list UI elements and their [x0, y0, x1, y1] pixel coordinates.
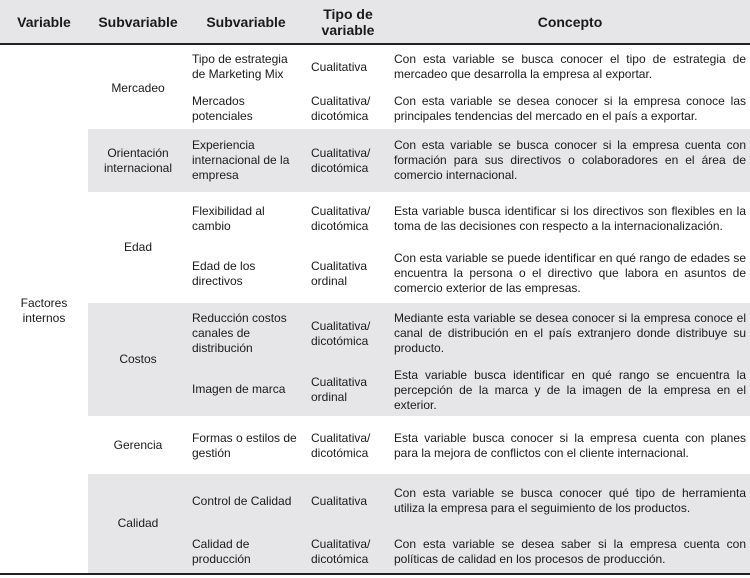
table-bottom-rule [0, 573, 750, 575]
tipo-cell: Cualitativa/ dicotómica [311, 319, 371, 348]
header-subvariable-1: Subvariable [98, 13, 178, 30]
subvariable-cell: Imagen de marca [192, 382, 286, 396]
group-edad: Edad [123, 240, 153, 254]
tipo-cell: Cualitativa/ dicotómica [311, 204, 371, 233]
concepto-cell: Con esta variable se busca conocer el tipo de estrategia de mercadeo que desarrolla la empresa al exportar. [394, 52, 746, 81]
header-concepto: Concepto [537, 13, 603, 30]
concepto-cell: Esta variable busca identificar en qué rango se encuentra la percepción de la marca y de la imagen de la empresa en el exterior. [394, 368, 746, 412]
tipo-cell: Cualitativa/ dicotómica [311, 146, 371, 175]
subvariable-cell: Experiencia internacional de la empresa [192, 138, 290, 182]
subvariable-cell: Control de Calidad [192, 494, 292, 508]
concepto-cell: Con esta variable se desea saber si la empresa cuenta con políticas de calidad en los procesos de producción. [394, 537, 746, 566]
subvariable-cell: Calidad de producción [192, 537, 251, 566]
subvariable-cell: Formas o estilos de gestión [192, 431, 297, 460]
concepto-cell: Con esta variable se busca conocer qué tipo de herramienta utiliza la empresa para el seguimiento de los productos. [394, 486, 746, 515]
tipo-cell: Cualitativa/ dicotómica [311, 94, 371, 123]
subvariable-cell: Flexibilidad al cambio [192, 204, 265, 233]
group-costos: Costos [119, 352, 157, 366]
group-calidad: Calidad [117, 516, 159, 530]
concepto-cell: Con esta variable se puede identificar en qué rango de edades se encuentra la persona o el directivo que labora en asuntos de comercio exterior de las empresas. [394, 251, 746, 295]
group-mercadeo: Mercadeo [111, 80, 165, 95]
header-tipo: Tipo de variable [321, 5, 375, 38]
tipo-cell: Cualitativa/ dicotómica [311, 537, 371, 566]
table-header [0, 0, 750, 45]
group-orientacion: Orientación internacional [103, 145, 173, 175]
concepto-cell: Con esta variable se desea conocer si la empresa conoce las principales tendencias del mercado en el país a exportar. [394, 94, 746, 123]
group-gerencia: Gerencia [113, 437, 163, 452]
subvariable-cell: Mercados potenciales [192, 94, 253, 123]
subvariable-cell: Edad de los directivos [192, 259, 256, 288]
tipo-cell: Cualitativa [311, 494, 368, 508]
subvariable-cell: Reducción costos canales de distribución [192, 311, 287, 355]
concepto-cell: Esta variable busca identificar si los directivos son flexibles en la toma de las decisiones con respecto a la internacionalización. [394, 204, 746, 233]
tipo-cell: Cualitativa ordinal [311, 375, 368, 404]
variable-label: Factores internos [20, 296, 68, 325]
subvariable-cell: Tipo de estrategia de Marketing Mix [192, 52, 288, 81]
header-subvariable-2: Subvariable [206, 13, 286, 30]
concepto-cell: Esta variable busca conocer si la empresa cuenta con planes para la mejora de conflictos con el cliente internacional. [394, 431, 746, 460]
tipo-cell: Cualitativa/ dicotómica [311, 431, 371, 460]
tipo-cell: Cualitativa ordinal [311, 259, 368, 288]
concepto-cell: Con esta variable se busca conocer si la empresa cuenta con formación para sus directivos o colaboradores en el área de comercio internacional. [394, 138, 746, 182]
concepto-cell: Mediante esta variable se desea conocer si la empresa conoce el canal de distribución en el país extranjero donde distribuye su producto. [394, 311, 746, 355]
tipo-cell: Cualitativa [311, 60, 368, 74]
header-variable: Variable [17, 13, 71, 30]
